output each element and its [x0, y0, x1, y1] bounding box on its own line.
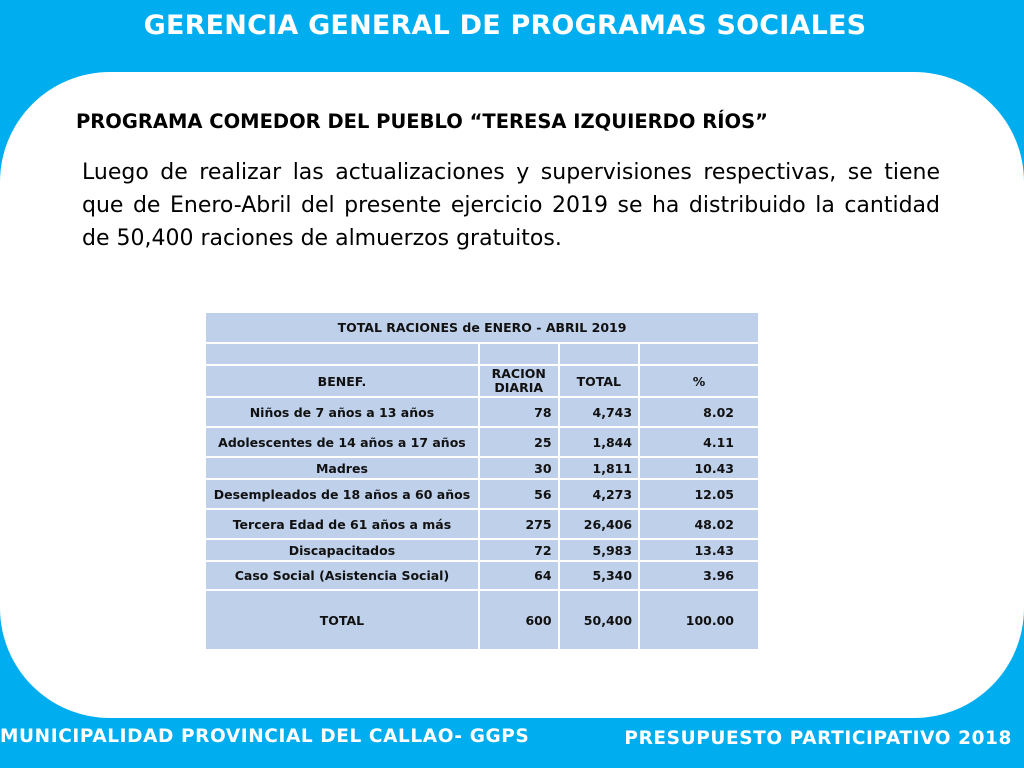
table-row [205, 397, 759, 427]
total-sum-cell: 50,400 [559, 590, 639, 650]
table-header-row [205, 365, 759, 397]
total-cell: 26,406 [559, 509, 639, 539]
table-cell [479, 343, 559, 365]
table-cell [639, 343, 759, 365]
percent-cell: 4.11 [639, 427, 759, 457]
percent-cell: 10.43 [639, 457, 759, 479]
column-header-benef: BENEF. [205, 365, 479, 397]
table-cell [559, 343, 639, 365]
daily-ration-cell: 64 [479, 561, 559, 590]
percent-total-cell: 100.00 [639, 590, 759, 650]
percent-cell: 13.43 [639, 539, 759, 561]
daily-ration-cell: 78 [479, 397, 559, 427]
table-row [205, 479, 759, 509]
total-label-cell: TOTAL [205, 590, 479, 650]
table-row [205, 539, 759, 561]
table-total-row [205, 590, 759, 650]
daily-ration-cell: 25 [479, 427, 559, 457]
page-title: GERENCIA GENERAL DE PROGRAMAS SOCIALES [143, 10, 867, 41]
table-cell [205, 343, 479, 365]
total-cell: 4,743 [559, 397, 639, 427]
daily-ration-cell: 72 [479, 539, 559, 561]
column-header-percent: % [639, 365, 759, 397]
daily-ration-cell: 56 [479, 479, 559, 509]
total-cell: 5,340 [559, 561, 639, 590]
daily-ration-total-cell: 600 [479, 590, 559, 650]
total-cell: 1,844 [559, 427, 639, 457]
table-row [205, 509, 759, 539]
beneficiary-cell: Niños de 7 años a 13 años [205, 397, 479, 427]
footer-budget: PRESUPUESTO PARTICIPATIVO 2018 [624, 728, 1012, 749]
beneficiary-cell: Discapacitados [205, 539, 479, 561]
percent-cell: 12.05 [639, 479, 759, 509]
rations-table [204, 311, 760, 651]
table-row [205, 561, 759, 590]
column-header-racion-diaria: RACION DIARIA [479, 365, 559, 397]
total-cell: 4,273 [559, 479, 639, 509]
table-row [205, 457, 759, 479]
daily-ration-cell: 275 [479, 509, 559, 539]
beneficiary-cell: Caso Social (Asistencia Social) [205, 561, 479, 590]
beneficiary-cell: Tercera Edad de 61 años a más [205, 509, 479, 539]
table-caption: TOTAL RACIONES de ENERO - ABRIL 2019 [205, 312, 759, 343]
intro-paragraph: Luego de realizar las actualizaciones y supervisiones respectivas, se tiene que de Enero-Abril del presente ejercicio 2019 se ha distribuido la cantidad de 50,400 raciones de almuerzos gratuitos. [82, 160, 940, 251]
percent-cell: 3.96 [639, 561, 759, 590]
percent-cell: 8.02 [639, 397, 759, 427]
total-cell: 5,983 [559, 539, 639, 561]
daily-ration-cell: 30 [479, 457, 559, 479]
column-header-total: TOTAL [559, 365, 639, 397]
beneficiary-cell: Adolescentes de 14 años a 17 años [205, 427, 479, 457]
footer-municipality: MUNICIPALIDAD PROVINCIAL DEL CALLAO- GGPS [0, 726, 530, 747]
beneficiary-cell: Madres [205, 457, 479, 479]
table-caption-row [205, 312, 759, 343]
total-cell: 1,811 [559, 457, 639, 479]
beneficiary-cell: Desempleados de 18 años a 60 años [205, 479, 479, 509]
percent-cell: 48.02 [639, 509, 759, 539]
program-subtitle: PROGRAMA COMEDOR DEL PUEBLO “TERESA IZQUIERDO RÍOS” [76, 110, 768, 133]
table-row [205, 427, 759, 457]
table-blank-row [205, 343, 759, 365]
